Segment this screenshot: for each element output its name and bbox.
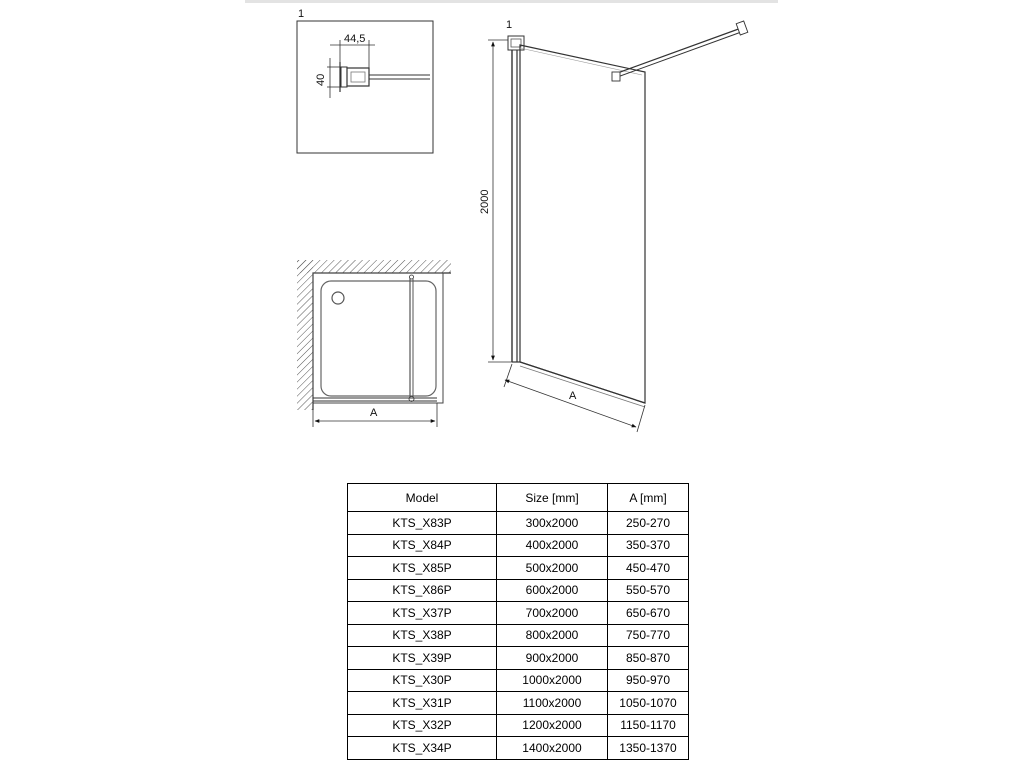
top-bracket [508, 36, 524, 50]
table-row [348, 647, 689, 670]
glass-panel [520, 45, 645, 403]
cell-size: 1400x2000 [497, 737, 608, 760]
cell-size: 300x2000 [497, 512, 608, 535]
cell-size: 700x2000 [497, 602, 608, 625]
cell-a: 850-870 [608, 647, 689, 670]
top-wall-hatch [297, 260, 451, 273]
table-row [348, 602, 689, 625]
table-row [348, 692, 689, 715]
elevation-view [479, 19, 748, 432]
table-row [348, 624, 689, 647]
cell-a: 650-670 [608, 602, 689, 625]
cell-size: 500x2000 [497, 557, 608, 580]
table-row [348, 512, 689, 535]
cell-a: 750-770 [608, 624, 689, 647]
elevation-marker: 1 [506, 19, 513, 31]
detail-label: 1 [298, 8, 305, 20]
cell-model: KTS_X34P [348, 737, 497, 760]
spec-table [347, 483, 689, 760]
bar-clamp [612, 72, 620, 81]
elevation-height-dim: 2000 [479, 189, 491, 214]
detail-width-dim: 44,5 [344, 33, 366, 45]
header-size: Size [mm] [497, 484, 608, 512]
cell-size: 1100x2000 [497, 692, 608, 715]
stabilizer-bar [612, 27, 744, 75]
table-row [348, 534, 689, 557]
cell-a: 1050-1070 [608, 692, 689, 715]
cell-a: 450-470 [608, 557, 689, 580]
table-row [348, 737, 689, 760]
cell-a: 1150-1170 [608, 714, 689, 737]
cell-model: KTS_X86P [348, 579, 497, 602]
cell-a: 1350-1370 [608, 737, 689, 760]
table-row [348, 557, 689, 580]
spec-table-header [348, 484, 689, 512]
cell-size: 1200x2000 [497, 714, 608, 737]
cell-size: 400x2000 [497, 534, 608, 557]
cell-size: 900x2000 [497, 647, 608, 670]
detail-height-dim: 40 [315, 73, 327, 86]
cell-model: KTS_X30P [348, 669, 497, 692]
left-wall-hatch [297, 260, 313, 410]
cell-size: 800x2000 [497, 624, 608, 647]
table-row [348, 669, 689, 692]
drain [332, 292, 344, 304]
table-row [348, 714, 689, 737]
cell-model: KTS_X38P [348, 624, 497, 647]
cell-a: 550-570 [608, 579, 689, 602]
cell-model: KTS_X37P [348, 602, 497, 625]
shower-tray [313, 273, 443, 403]
cell-model: KTS_X85P [348, 557, 497, 580]
cell-a: 350-370 [608, 534, 689, 557]
cell-model: KTS_X83P [348, 512, 497, 535]
cell-size: 1000x2000 [497, 669, 608, 692]
cell-a: 250-270 [608, 512, 689, 535]
cell-model: KTS_X31P [348, 692, 497, 715]
table-row [348, 579, 689, 602]
cell-model: KTS_X39P [348, 647, 497, 670]
header-a: A [mm] [608, 484, 689, 512]
elevation-a-label: A [569, 390, 577, 402]
header-model: Model [348, 484, 497, 512]
elevation-a-dim-line [505, 380, 636, 427]
plan-a-label: A [370, 407, 378, 419]
cell-model: KTS_X32P [348, 714, 497, 737]
cell-a: 950-970 [608, 669, 689, 692]
wall-bracket [340, 62, 430, 92]
detail-view [297, 8, 433, 153]
plan-view [297, 260, 451, 427]
cell-size: 600x2000 [497, 579, 608, 602]
cell-model: KTS_X84P [348, 534, 497, 557]
